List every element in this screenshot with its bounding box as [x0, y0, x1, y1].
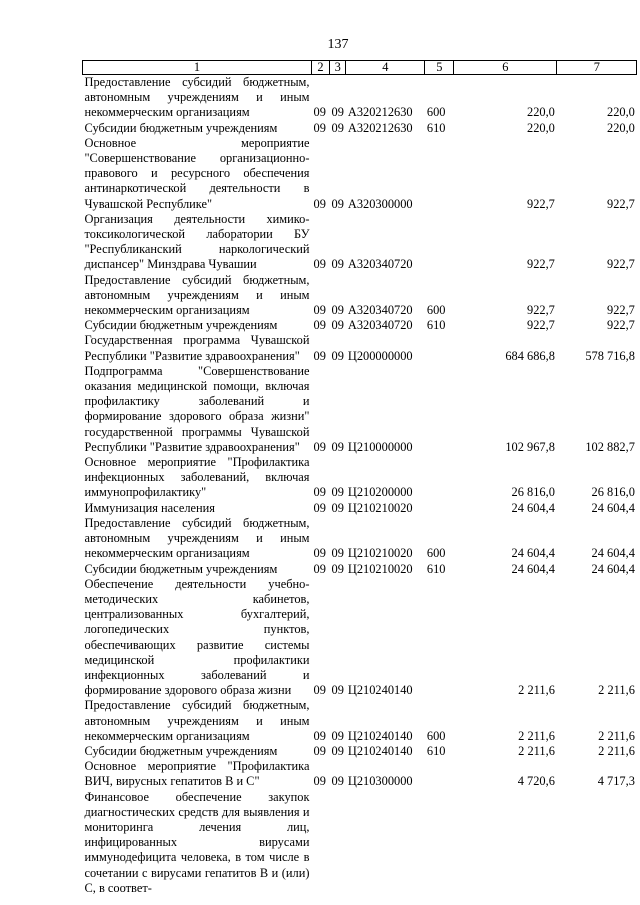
- expense-type-code: [425, 455, 454, 501]
- subsection-code: 09: [331, 348, 344, 363]
- amount-year-1: 102 967,8: [505, 439, 555, 454]
- table-row: [83, 455, 637, 501]
- item-name: Финансовое обеспечение закупок диагностических средств для выявления и мониторинга лечения лиц, инфицированных вирусами иммунодефицита человека, в том числе в сочетании с вирусами гепатитов В и (или) С, в соответ-: [84, 789, 310, 895]
- amount-year-2: [557, 790, 637, 896]
- target-article-code: Ц210210020: [347, 561, 413, 576]
- section-code: 09: [313, 257, 326, 272]
- amount-year-2: 922,7: [607, 318, 635, 333]
- table-row: [83, 318, 637, 333]
- expense-type-code: [425, 759, 454, 789]
- target-article-code: А320300000: [347, 196, 413, 211]
- section-code: 09: [313, 561, 326, 576]
- section-code: 09: [313, 303, 326, 318]
- amount-year-2: 922,7: [607, 196, 635, 211]
- column-header: 5: [425, 61, 454, 75]
- amount-year-1: 24 604,4: [511, 546, 555, 561]
- section-code: 09: [313, 774, 326, 789]
- subsection-code: 09: [331, 120, 344, 135]
- amount-year-2: 922,7: [607, 303, 635, 318]
- expense-type-code: 600: [426, 303, 446, 318]
- expense-type-code: 600: [426, 728, 446, 743]
- subsection-code: 09: [331, 318, 344, 333]
- subsection-code: 09: [331, 439, 344, 454]
- column-header: 1: [83, 61, 312, 75]
- subsection-code: 09: [331, 196, 344, 211]
- section-code: 09: [313, 439, 326, 454]
- amount-year-2: 24 604,4: [591, 561, 635, 576]
- amount-year-1: 220,0: [527, 105, 555, 120]
- amount-year-1: 2 211,6: [518, 728, 555, 743]
- item-name: Предоставление субсидий бюджетным, автономным учреждениям и иным некоммерческим организациям: [84, 272, 310, 318]
- target-article-code: Ц210300000: [347, 774, 413, 789]
- target-article-code: А320340720: [347, 303, 413, 318]
- table-row: [83, 364, 637, 455]
- amount-year-2: 24 604,4: [591, 546, 635, 561]
- expense-type-code: [425, 333, 454, 363]
- expense-type-code: 600: [426, 105, 446, 120]
- amount-year-2: 220,0: [607, 105, 635, 120]
- table-header-row: [83, 61, 637, 75]
- expense-type-code: 610: [426, 561, 446, 576]
- amount-year-1: 922,7: [527, 318, 555, 333]
- amount-year-2: 220,0: [607, 120, 635, 135]
- subsection-code: 09: [331, 485, 344, 500]
- table-row: [83, 501, 637, 516]
- amount-year-1: 4 720,6: [517, 774, 555, 789]
- subsection-code: 09: [331, 728, 344, 743]
- expense-type-code: 600: [426, 546, 446, 561]
- subsection-code: 09: [331, 105, 344, 120]
- target-article-code: А320340720: [347, 257, 413, 272]
- amount-year-1: 24 604,4: [511, 561, 555, 576]
- section-code: 09: [313, 318, 326, 333]
- section-code: 09: [313, 348, 326, 363]
- table-row: [83, 790, 637, 896]
- table-body: [83, 75, 637, 896]
- section-code: 09: [313, 683, 326, 698]
- target-article-code: Ц210000000: [347, 439, 413, 454]
- item-name: Обеспечение деятельности учебно-методических кабинетов, централизованных бухгалтерий, логопедических пунктов, обеспечивающих развитие системы медицинской профилактики инфекционных заболеваний и формирование здорового образа жизни: [84, 576, 310, 698]
- item-name: Субсидии бюджетным учреждениям: [84, 743, 278, 758]
- amount-year-2: 26 816,0: [591, 485, 635, 500]
- expense-type-code: [425, 501, 454, 516]
- table-row: [83, 273, 637, 319]
- amount-year-1: 2 211,6: [518, 743, 555, 758]
- item-name: Государственная программа Чувашской Республики "Развитие здравоохранения": [84, 333, 310, 363]
- subsection-code: 09: [331, 546, 344, 561]
- target-article-code: Ц210210020: [347, 546, 413, 561]
- amount-year-2: 102 882,7: [585, 439, 635, 454]
- target-article-code: [346, 790, 425, 896]
- target-article-code: Ц210210020: [347, 500, 413, 515]
- subsection-code: 09: [331, 257, 344, 272]
- item-name: Основное мероприятие "Профилактика инфекционных заболеваний, включая иммунопрофилактику": [84, 455, 310, 500]
- amount-year-1: [454, 790, 557, 896]
- column-header: 4: [346, 61, 425, 75]
- subsection-code: 09: [331, 683, 344, 698]
- amount-year-2: 2 211,6: [598, 683, 635, 698]
- table-row: [83, 698, 637, 744]
- expense-type-code: 610: [426, 743, 446, 758]
- section-code: 09: [313, 120, 326, 135]
- item-name: Основное мероприятие "Профилактика ВИЧ, вирусных гепатитов В и С": [84, 759, 310, 789]
- target-article-code: Ц200000000: [347, 348, 413, 363]
- target-article-code: А320340720: [347, 318, 413, 333]
- amount-year-2: 922,7: [607, 257, 635, 272]
- target-article-code: Ц210200000: [347, 485, 413, 500]
- subsection-code: 09: [331, 303, 344, 318]
- subsection-code: 09: [331, 774, 344, 789]
- amount-year-2: 2 211,6: [598, 743, 635, 758]
- column-header: 2: [312, 61, 330, 75]
- amount-year-1: 922,7: [527, 196, 555, 211]
- target-article-code: Ц210240140: [347, 743, 413, 758]
- section-code: 09: [313, 546, 326, 561]
- section-code: [312, 790, 330, 896]
- subsection-code: 09: [331, 500, 344, 515]
- target-article-code: А320212630: [347, 120, 413, 135]
- amount-year-1: 220,0: [527, 120, 555, 135]
- item-name: Предоставление субсидий бюджетным, автономным учреждениям и иным некоммерческим организациям: [84, 698, 310, 743]
- item-name: Предоставление субсидий бюджетным, автономным учреждениям и иным некоммерческим организациям: [84, 75, 310, 120]
- amount-year-2: 2 211,6: [598, 728, 635, 743]
- table-row: [83, 136, 637, 212]
- table-row: [83, 744, 637, 759]
- table-row: [83, 759, 637, 789]
- target-article-code: Ц210240140: [347, 728, 413, 743]
- section-code: 09: [313, 196, 326, 211]
- table-row: [83, 121, 637, 136]
- page-number: 137: [327, 37, 349, 52]
- target-article-code: А320212630: [347, 105, 413, 120]
- item-name: Субсидии бюджетным учреждениям: [84, 561, 278, 576]
- table-row: [83, 212, 637, 273]
- section-code: 09: [313, 500, 326, 515]
- amount-year-1: 684 686,8: [505, 348, 555, 363]
- amount-year-1: 2 211,6: [518, 683, 555, 698]
- item-name: Субсидии бюджетным учреждениям: [84, 120, 278, 135]
- expense-type-code: [425, 364, 454, 455]
- expense-type-code: [425, 212, 454, 273]
- amount-year-1: 922,7: [527, 257, 555, 272]
- amount-year-2: 578 716,8: [585, 348, 635, 363]
- table-row: [83, 577, 637, 699]
- column-header: 3: [330, 61, 346, 75]
- table-row: [83, 75, 637, 121]
- item-name: Подпрограмма "Совершенствование оказания медицинской помощи, включая профилактику заболеваний и формирование здорового образа жизни" государственной программы Чувашской Республики "Развитие здравоохранения": [84, 363, 310, 454]
- item-name: Иммунизация населения: [84, 500, 215, 515]
- section-code: 09: [313, 105, 326, 120]
- amount-year-2: 4 717,3: [597, 774, 635, 789]
- budget-table: [82, 60, 637, 896]
- expense-type-code: 610: [426, 120, 446, 135]
- subsection-code: 09: [331, 743, 344, 758]
- column-header: 7: [557, 61, 637, 75]
- table-row: [83, 516, 637, 562]
- expense-type-code: [425, 790, 454, 896]
- table-row: [83, 333, 637, 363]
- item-name: Организация деятельности химико-токсикологической лаборатории БУ "Республиканский наркологический диспансер" Минздрава Чувашии: [84, 211, 310, 272]
- item-name: Предоставление субсидий бюджетным, автономным учреждениям и иным некоммерческим организациям: [84, 515, 310, 561]
- subsection-code: [330, 790, 346, 896]
- table-row: [83, 562, 637, 577]
- section-code: 09: [313, 485, 326, 500]
- item-name: Субсидии бюджетным учреждениям: [84, 318, 278, 333]
- column-header: 6: [454, 61, 557, 75]
- amount-year-1: 922,7: [527, 303, 555, 318]
- item-name: Основное мероприятие "Совершенствование организационно-правового и ресурсного обеспечения антинаркотической деятельности в Чувашской Республике": [84, 135, 310, 211]
- expense-type-code: [425, 577, 454, 699]
- amount-year-2: 24 604,4: [591, 500, 635, 515]
- amount-year-1: 24 604,4: [511, 500, 555, 515]
- target-article-code: Ц210240140: [347, 683, 413, 698]
- amount-year-1: 26 816,0: [511, 485, 555, 500]
- section-code: 09: [313, 743, 326, 758]
- subsection-code: 09: [331, 561, 344, 576]
- section-code: 09: [313, 728, 326, 743]
- expense-type-code: 610: [426, 318, 446, 333]
- expense-type-code: [425, 136, 454, 212]
